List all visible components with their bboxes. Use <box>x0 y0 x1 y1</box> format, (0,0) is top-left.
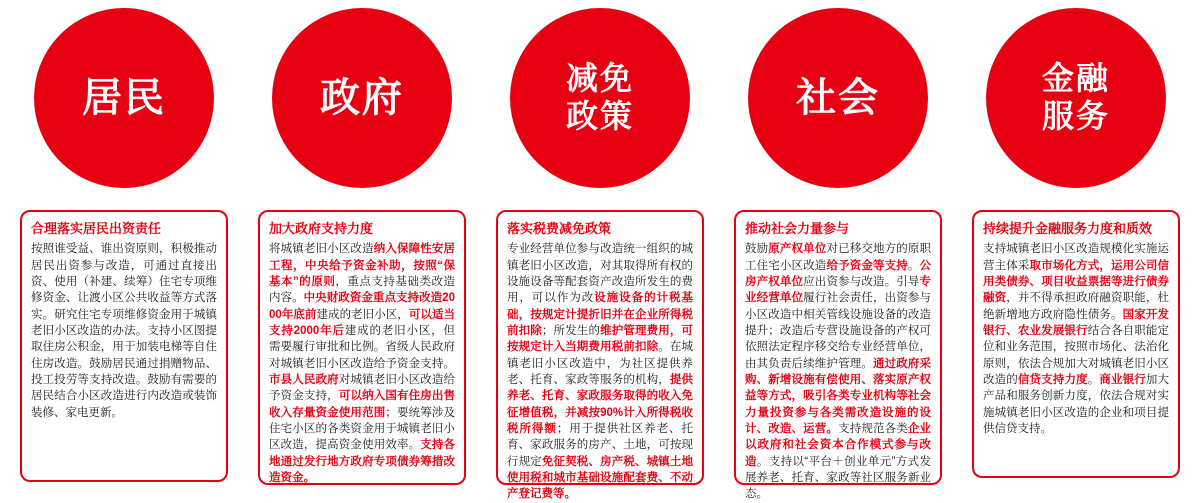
circle-badge-government <box>272 8 452 188</box>
circle-label: 居民 <box>82 75 166 120</box>
circle-badge-financial-services <box>986 8 1166 188</box>
column-society <box>732 0 944 501</box>
column-residents <box>18 0 230 485</box>
card-financial-services <box>972 210 1180 478</box>
card-title: 落实税费减免政策 <box>507 221 612 236</box>
card-title: 加大政府支持力度 <box>269 221 374 236</box>
card-society <box>734 210 942 501</box>
circle-badge-residents <box>34 8 214 188</box>
card-government <box>258 210 466 485</box>
card-body: 按照谁受益、谁出资原则，积极推动居民出资参与改造，可通过直接出资、使用（补建、续筹）住宅专项维修资金、让渡小区公共收益等方式落实。研究住宅专项维修资金用于城镇老旧小区改造的办法。支持小区图提取住房公积金，用于加装电梯等自住住房改造。鼓励居民通过捐赠物品、投工投劳等支持改造。鼓励有需要的居民结合小区改造进行内改造或装饰装修、家电更新。 <box>31 243 217 419</box>
circle-badge-tax-relief <box>510 8 690 188</box>
circle-label: 金融 服务 <box>1041 60 1110 134</box>
card-tax-relief <box>496 210 704 501</box>
card-body: 支持城镇老旧小区改造规模化实施运营主体采取市场化方式，运用公司信用类债券、项目收益票据等进行债券融资，并不得承担政府融资职能，杜绝新增地方政府隐性债务。国家开发银行、农业发展银行结合各自职能定位和业务范围，按照市场化、法治化原则，依法合规加大对城镇老旧小区改造的信贷支持力度。商业银行加大产品和服务创新力度，依法合规对实施城镇老旧小区改造的企业和项目提供信贷支持。 <box>983 243 1170 435</box>
column-government <box>256 0 468 485</box>
card-title: 推动社会力量参与 <box>745 221 850 236</box>
circle-badge-society <box>748 8 928 188</box>
card-title: 持续提升金融服务力度和质效 <box>983 221 1153 236</box>
circle-label: 政府 <box>320 75 404 120</box>
card-body: 将城镇老旧小区改造纳入保障性安居工程，中央给予资金补助，按照“保基本”的原则，重点支持基础类改造内容。中央财政资金重点支持改造2000年底前建成的老旧小区，可以适当支持2000年后建成的老旧小区，但需要履行审批和比例。省级人民政府对城镇老旧小区改造给予资金支持。市县人民政府对城镇老旧小区改造给予资金支持，可以纳入国有住房出售收入存量资金使用范围；要统筹涉及住宅小区的各类资金用于城镇老旧小区改造，提高资金使用效率。支持各地通过发行地方政府专项债券筹措改造资金。 <box>269 243 456 484</box>
column-tax-relief <box>494 0 706 501</box>
card-body: 专业经营单位参与改造统一组织的城镇老旧小区改造，对其取得所有权的设施设备等配套资产改造所发生的费用，可以作为改设施设备的计税基础，按规定计提折旧并在企业所得税前扣除；所发生的维护管理费用，可按规定计入当期费用税前扣除。在城镇老旧小区改造中，为社区提供养老、托育、家政等服务的机构，提供养老、托育、家政服务取得的收入免征增值税，并减按90%计入所得税收税所得额；用于提供社区养老、托育、家政服务的房产、土地，可按现行规定免征契税、房产税、城镇土地使用税和城市基础设施配套费、不动产登记费等。 <box>507 243 694 501</box>
card-residents <box>20 210 228 482</box>
card-title: 合理落实居民出资责任 <box>31 221 162 236</box>
card-body: 鼓励原产权单位对已移交地方的原职工住宅小区改造给予资金等支持。公房产权单位应出资参与改造。引导专业经营单位履行社会责任，出资参与小区改造中相关管线设施设备的改造提升；改造后专营设施设备的产权可依照法定程序移交给专业经营单位，由其负责后续维护管理。通过政府采购、新增设施有偿使用、落实原产权益等方式，吸引各类专业机构等社会力量投资参与各类需改造设施的设计、改造、运营。支持规范各类企业以政府和社会资本合作模式参与改造。支持以“平台＋创业单元”方式发展养老、托育、家政等社区服务新业态。 <box>745 243 932 501</box>
circle-label: 减免 政策 <box>565 60 634 134</box>
circle-label: 社会 <box>796 75 880 120</box>
column-financial-services <box>970 0 1182 485</box>
